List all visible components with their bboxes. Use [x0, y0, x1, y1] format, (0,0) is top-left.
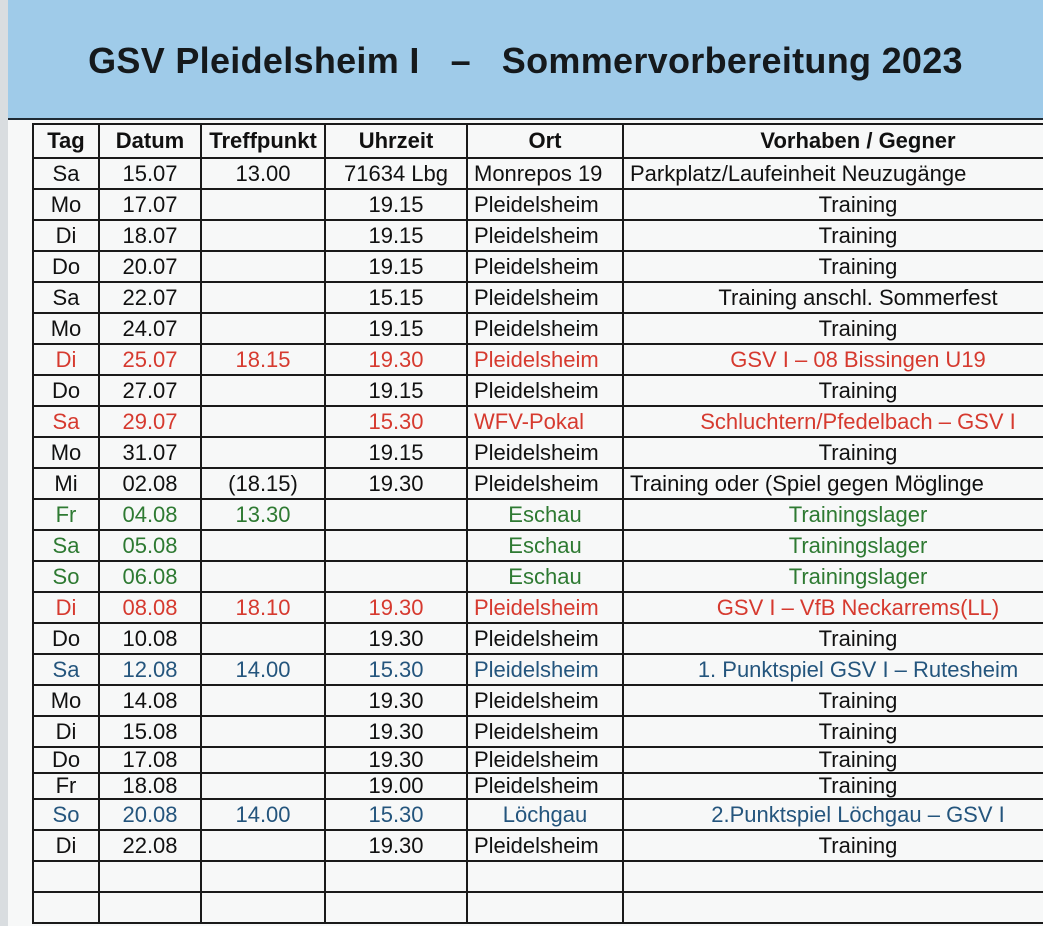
cell-uhrzeit: 19.30	[325, 623, 467, 654]
col-header-ort: Ort	[467, 124, 623, 158]
cell-tag: Mo	[33, 313, 99, 344]
cell-vorhaben: Training	[623, 623, 1043, 654]
cell-vorhaben: Training	[623, 189, 1043, 220]
cell-tag: So	[33, 799, 99, 830]
cell-ort: Pleidelsheim	[467, 468, 623, 499]
cell-uhrzeit: 19.15	[325, 220, 467, 251]
cell-ort: Eschau	[467, 530, 623, 561]
cell-treffpunkt	[201, 747, 325, 773]
cell-datum: 20.07	[99, 251, 201, 282]
col-header-vorhaben: Vorhaben / Gegner	[623, 124, 1043, 158]
table-row	[33, 468, 1043, 499]
cell-ort: Monrepos 19	[467, 158, 623, 189]
cell-ort: Pleidelsheim	[467, 716, 623, 747]
cell-vorhaben: Training	[623, 830, 1043, 861]
cell-tag: Mo	[33, 189, 99, 220]
cell-uhrzeit: 71634 Lbg	[325, 158, 467, 189]
cell-ort: Pleidelsheim	[467, 437, 623, 468]
cell-tag: Do	[33, 747, 99, 773]
cell-tag: Sa	[33, 158, 99, 189]
page-title	[8, 40, 1043, 82]
cell-treffpunkt	[201, 892, 325, 923]
cell-uhrzeit: 19.00	[325, 773, 467, 799]
cell-vorhaben: Schluchtern/Pfedelbach – GSV I	[623, 406, 1043, 437]
table-row	[33, 375, 1043, 406]
table-row	[33, 282, 1043, 313]
cell-datum: 08.08	[99, 592, 201, 623]
cell-ort: Pleidelsheim	[467, 282, 623, 313]
cell-uhrzeit: 19.30	[325, 344, 467, 375]
cell-ort	[467, 892, 623, 923]
cell-ort: Pleidelsheim	[467, 623, 623, 654]
cell-datum: 18.07	[99, 220, 201, 251]
cell-datum: 20.08	[99, 799, 201, 830]
col-header-tag: Tag	[33, 124, 99, 158]
cell-treffpunkt: 14.00	[201, 654, 325, 685]
cell-datum: 06.08	[99, 561, 201, 592]
cell-uhrzeit	[325, 499, 467, 530]
cell-tag: Di	[33, 344, 99, 375]
cell-tag: Sa	[33, 654, 99, 685]
cell-treffpunkt: 18.15	[201, 344, 325, 375]
cell-datum: 18.08	[99, 773, 201, 799]
cell-uhrzeit: 19.30	[325, 830, 467, 861]
table-row	[33, 685, 1043, 716]
cell-datum: 17.08	[99, 747, 201, 773]
cell-vorhaben: Training	[623, 685, 1043, 716]
cell-treffpunkt: 13.00	[201, 158, 325, 189]
table-row	[33, 530, 1043, 561]
cell-tag: Fr	[33, 499, 99, 530]
cell-vorhaben: Training	[623, 747, 1043, 773]
cell-datum: 31.07	[99, 437, 201, 468]
table-row	[33, 592, 1043, 623]
cell-vorhaben: Training	[623, 773, 1043, 799]
cell-datum: 02.08	[99, 468, 201, 499]
cell-ort: WFV-Pokal	[467, 406, 623, 437]
cell-treffpunkt	[201, 716, 325, 747]
table-row	[33, 773, 1043, 799]
cell-ort: Eschau	[467, 561, 623, 592]
cell-treffpunkt: 13.30	[201, 499, 325, 530]
cell-vorhaben: Training	[623, 375, 1043, 406]
cell-uhrzeit	[325, 861, 467, 892]
cell-ort: Pleidelsheim	[467, 685, 623, 716]
cell-datum	[99, 892, 201, 923]
col-header-datum: Datum	[99, 124, 201, 158]
table-row	[33, 437, 1043, 468]
cell-treffpunkt	[201, 773, 325, 799]
table-row	[33, 716, 1043, 747]
cell-ort: Pleidelsheim	[467, 251, 623, 282]
title-season: Sommervorbereitung 2023	[501, 40, 963, 81]
cell-tag: Di	[33, 592, 99, 623]
table-row	[33, 189, 1043, 220]
cell-tag: Sa	[33, 406, 99, 437]
table-row	[33, 499, 1043, 530]
cell-uhrzeit: 19.15	[325, 189, 467, 220]
cell-uhrzeit	[325, 530, 467, 561]
cell-datum: 04.08	[99, 499, 201, 530]
cell-datum: 22.07	[99, 282, 201, 313]
cell-tag: Fr	[33, 773, 99, 799]
cell-datum: 14.08	[99, 685, 201, 716]
cell-datum	[99, 861, 201, 892]
cell-ort: Pleidelsheim	[467, 747, 623, 773]
cell-uhrzeit: 15.30	[325, 654, 467, 685]
cell-ort: Pleidelsheim	[467, 830, 623, 861]
cell-vorhaben: Training anschl. Sommerfest	[623, 282, 1043, 313]
cell-tag: Do	[33, 623, 99, 654]
cell-treffpunkt	[201, 406, 325, 437]
title-banner	[8, 0, 1043, 120]
table-header-row	[33, 124, 1043, 158]
cell-treffpunkt	[201, 251, 325, 282]
cell-treffpunkt: (18.15)	[201, 468, 325, 499]
cell-ort: Pleidelsheim	[467, 344, 623, 375]
cell-ort: Löchgau	[467, 799, 623, 830]
cell-vorhaben: Training	[623, 437, 1043, 468]
cell-tag: Di	[33, 716, 99, 747]
cell-vorhaben: Training	[623, 313, 1043, 344]
cell-ort: Eschau	[467, 499, 623, 530]
cell-treffpunkt	[201, 437, 325, 468]
table-row	[33, 561, 1043, 592]
title-team: GSV Pleidelsheim I	[88, 40, 420, 81]
cell-treffpunkt	[201, 189, 325, 220]
cell-vorhaben: Parkplatz/Laufeinheit Neuzugänge	[623, 158, 1043, 189]
cell-vorhaben	[623, 861, 1043, 892]
cell-tag: Do	[33, 375, 99, 406]
cell-tag: Sa	[33, 530, 99, 561]
cell-vorhaben: Training oder (Spiel gegen Möglinge	[623, 468, 1043, 499]
cell-datum: 25.07	[99, 344, 201, 375]
cell-datum: 24.07	[99, 313, 201, 344]
cell-tag	[33, 892, 99, 923]
cell-treffpunkt	[201, 375, 325, 406]
cell-ort: Pleidelsheim	[467, 375, 623, 406]
table-row	[33, 654, 1043, 685]
cell-tag: Mo	[33, 437, 99, 468]
schedule-sheet	[8, 0, 1043, 926]
cell-ort: Pleidelsheim	[467, 189, 623, 220]
cell-ort	[467, 861, 623, 892]
cell-datum: 10.08	[99, 623, 201, 654]
cell-treffpunkt	[201, 685, 325, 716]
cell-uhrzeit: 19.30	[325, 685, 467, 716]
cell-treffpunkt	[201, 530, 325, 561]
cell-tag: Do	[33, 251, 99, 282]
cell-treffpunkt	[201, 282, 325, 313]
table-row	[33, 623, 1043, 654]
cell-ort: Pleidelsheim	[467, 773, 623, 799]
table-row	[33, 158, 1043, 189]
cell-vorhaben: Trainingslager	[623, 499, 1043, 530]
cell-vorhaben: GSV I – 08 Bissingen U19	[623, 344, 1043, 375]
cell-datum: 22.08	[99, 830, 201, 861]
table-row	[33, 830, 1043, 861]
title-dash: –	[450, 40, 471, 81]
cell-ort: Pleidelsheim	[467, 592, 623, 623]
cell-treffpunkt	[201, 313, 325, 344]
cell-uhrzeit: 15.30	[325, 799, 467, 830]
cell-uhrzeit: 15.30	[325, 406, 467, 437]
cell-uhrzeit: 19.15	[325, 251, 467, 282]
cell-datum: 05.08	[99, 530, 201, 561]
cell-vorhaben: Trainingslager	[623, 561, 1043, 592]
cell-tag: Mo	[33, 685, 99, 716]
cell-datum: 27.07	[99, 375, 201, 406]
cell-vorhaben	[623, 892, 1043, 923]
cell-treffpunkt	[201, 561, 325, 592]
cell-treffpunkt: 14.00	[201, 799, 325, 830]
cell-uhrzeit	[325, 892, 467, 923]
cell-datum: 29.07	[99, 406, 201, 437]
cell-uhrzeit: 19.15	[325, 437, 467, 468]
schedule-rows	[33, 158, 1043, 923]
cell-datum: 12.08	[99, 654, 201, 685]
cell-uhrzeit: 15.15	[325, 282, 467, 313]
table-row	[33, 799, 1043, 830]
cell-datum: 15.07	[99, 158, 201, 189]
table-row	[33, 406, 1043, 437]
cell-uhrzeit: 19.30	[325, 716, 467, 747]
cell-treffpunkt	[201, 861, 325, 892]
cell-tag: So	[33, 561, 99, 592]
table-row	[33, 220, 1043, 251]
cell-treffpunkt: 18.10	[201, 592, 325, 623]
cell-datum: 15.08	[99, 716, 201, 747]
cell-tag	[33, 861, 99, 892]
cell-vorhaben: 2.Punktspiel Löchgau – GSV I	[623, 799, 1043, 830]
cell-tag: Mi	[33, 468, 99, 499]
cell-vorhaben: Training	[623, 220, 1043, 251]
cell-uhrzeit: 19.30	[325, 747, 467, 773]
cell-uhrzeit: 19.30	[325, 468, 467, 499]
schedule-table	[32, 123, 1043, 924]
cell-ort: Pleidelsheim	[467, 313, 623, 344]
col-header-treffpunkt: Treffpunkt	[201, 124, 325, 158]
col-header-uhrzeit: Uhrzeit	[325, 124, 467, 158]
cell-uhrzeit	[325, 561, 467, 592]
cell-ort: Pleidelsheim	[467, 220, 623, 251]
cell-vorhaben: Training	[623, 251, 1043, 282]
cell-treffpunkt	[201, 220, 325, 251]
table-row	[33, 313, 1043, 344]
cell-tag: Di	[33, 220, 99, 251]
table-row	[33, 344, 1043, 375]
cell-vorhaben: Trainingslager	[623, 530, 1043, 561]
cell-vorhaben: Training	[623, 716, 1043, 747]
cell-datum: 17.07	[99, 189, 201, 220]
cell-uhrzeit: 19.30	[325, 592, 467, 623]
cell-tag: Sa	[33, 282, 99, 313]
cell-uhrzeit: 19.15	[325, 375, 467, 406]
cell-tag: Di	[33, 830, 99, 861]
table-row	[33, 251, 1043, 282]
cell-vorhaben: 1. Punktspiel GSV I – Rutesheim	[623, 654, 1043, 685]
cell-treffpunkt	[201, 623, 325, 654]
table-row	[33, 747, 1043, 773]
table-row	[33, 861, 1043, 892]
cell-ort: Pleidelsheim	[467, 654, 623, 685]
cell-uhrzeit: 19.15	[325, 313, 467, 344]
cell-treffpunkt	[201, 830, 325, 861]
table-row	[33, 892, 1043, 923]
cell-vorhaben: GSV I – VfB Neckarrems(LL)	[623, 592, 1043, 623]
